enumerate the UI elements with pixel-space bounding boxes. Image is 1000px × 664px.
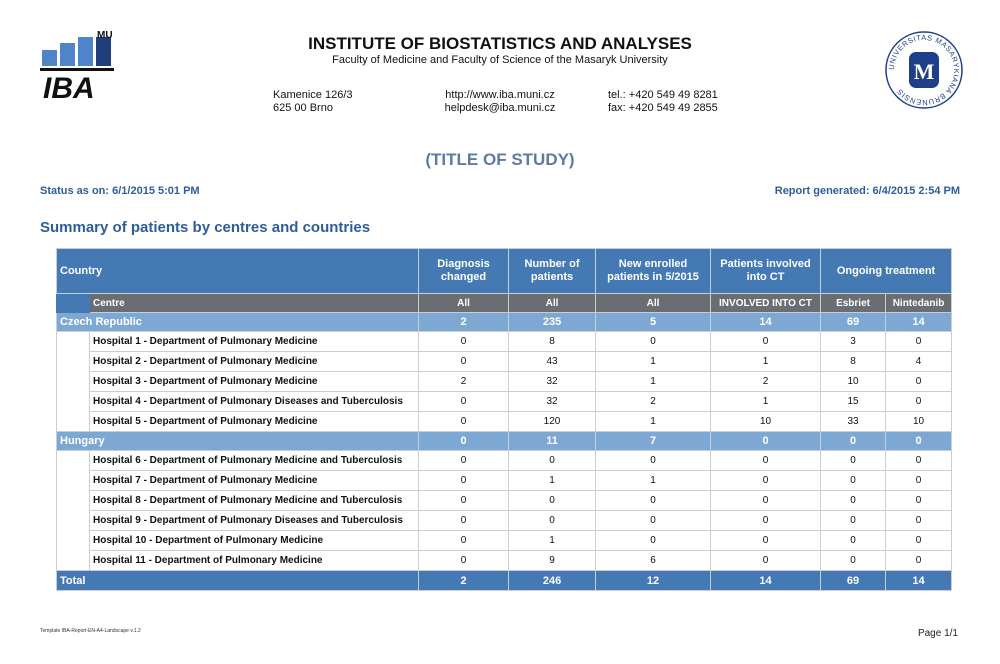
hospital-value-cell: 0 [711,491,821,511]
row-indent [57,491,90,511]
hospital-value-cell: 1 [711,392,821,412]
hospital-name: Hospital 6 - Department of Pulmonary Medicine and Tuberculosis [90,451,419,471]
country-value-cell: 0 [419,432,509,451]
hospital-value-cell: 0 [821,471,886,491]
total-row [57,571,952,591]
web-contact [430,89,570,115]
hospital-value-cell: 10 [821,372,886,392]
hospital-value-cell: 1 [596,471,711,491]
hospital-value-cell: 0 [596,491,711,511]
hospital-value-cell: 0 [886,392,952,412]
hospital-value-cell: 1 [711,352,821,372]
hospital-row [57,392,952,412]
hospital-value-cell: 2 [711,372,821,392]
col-header-country: Country [57,249,419,294]
hospital-row [57,551,952,571]
hospital-name: Hospital 11 - Department of Pulmonary Medicine [90,551,419,571]
col-header-diagnosis: Diagnosis changed [419,249,509,294]
hospital-value-cell: 1 [509,531,596,551]
hospital-value-cell: 0 [596,511,711,531]
hospital-value-cell: 0 [711,531,821,551]
hospital-row [57,412,952,432]
email-link[interactable]: helpdesk@iba.muni.cz [444,102,556,114]
hospital-row [57,352,952,372]
hospital-value-cell: 0 [886,471,952,491]
country-value-cell: 11 [509,432,596,451]
hospital-row [57,451,952,471]
hospital-value-cell: 0 [886,372,952,392]
table-header-row [57,249,952,294]
hospital-name: Hospital 10 - Department of Pulmonary Medicine [90,531,419,551]
hospital-value-cell: 0 [711,332,821,352]
row-indent [57,511,90,531]
country-value-cell: 14 [886,313,952,332]
col-header-centre: Centre [90,294,419,313]
website-link[interactable]: http://www.iba.muni.cz [445,89,555,101]
hospital-value-cell: 1 [596,372,711,392]
subheader-new: All [596,294,711,313]
hospital-value-cell: 0 [821,491,886,511]
hospital-value-cell: 0 [821,551,886,571]
country-name: Czech Republic [57,313,419,332]
row-indent [57,372,90,392]
hospital-value-cell: 0 [821,531,886,551]
hospital-value-cell: 0 [711,511,821,531]
row-indent [57,332,90,352]
hospital-value-cell: 0 [509,451,596,471]
status-date: Status as on: 6/1/2015 5:01 PM [40,185,200,197]
country-value-cell: 0 [711,432,821,451]
hospital-value-cell: 0 [419,531,509,551]
total-value-cell: 14 [711,571,821,591]
col-header-patients: Number of patients [509,249,596,294]
subheader-nintedanib: Nintedanib [886,294,952,313]
subheader-ct: INVOLVED INTO CT [711,294,821,313]
hospital-name: Hospital 9 - Department of Pulmonary Diseases and Tuberculosis [90,511,419,531]
hospital-row [57,511,952,531]
hospital-value-cell: 43 [509,352,596,372]
hospital-name: Hospital 7 - Department of Pulmonary Medicine [90,471,419,491]
hospital-value-cell: 32 [509,392,596,412]
hospital-value-cell: 9 [509,551,596,571]
row-indent [57,551,90,571]
country-value-cell: 14 [711,313,821,332]
logo-mu-text: MU [97,30,113,41]
address-city: 625 00 Brno [273,102,333,114]
col-header-ongoing: Ongoing treatment [821,249,952,294]
hospital-value-cell: 0 [419,412,509,432]
address-street: Kamenice 126/3 [273,89,353,101]
hospital-value-cell: 10 [886,412,952,432]
hospital-value-cell: 0 [711,471,821,491]
table-body [57,313,952,591]
hospital-value-cell: 0 [419,332,509,352]
phone-contact [608,89,718,115]
hospital-row [57,471,952,491]
hospital-value-cell: 0 [886,491,952,511]
hospital-value-cell: 0 [419,491,509,511]
hospital-value-cell: 0 [419,551,509,571]
row-indent [57,531,90,551]
hospital-value-cell: 0 [596,531,711,551]
country-value-cell: 0 [821,432,886,451]
row-indent [57,412,90,432]
col-header-ct: Patients involved into CT [711,249,821,294]
hospital-value-cell: 4 [886,352,952,372]
hospital-name: Hospital 5 - Department of Pulmonary Medicine [90,412,419,432]
telephone: tel.: +420 549 49 8281 [608,89,718,101]
hospital-value-cell: 15 [821,392,886,412]
hospital-value-cell: 120 [509,412,596,432]
hospital-row [57,372,952,392]
hospital-value-cell: 1 [509,471,596,491]
hospital-value-cell: 0 [886,531,952,551]
hospital-name: Hospital 4 - Department of Pulmonary Diseases and Tuberculosis [90,392,419,412]
country-value-cell: 2 [419,313,509,332]
hospital-value-cell: 1 [596,352,711,372]
hospital-value-cell: 0 [821,511,886,531]
summary-table [56,248,952,591]
country-value-cell: 69 [821,313,886,332]
hospital-name: Hospital 3 - Department of Pulmonary Medicine [90,372,419,392]
country-value-cell: 5 [596,313,711,332]
hospital-row [57,531,952,551]
row-indent [57,352,90,372]
hospital-name: Hospital 1 - Department of Pulmonary Medicine [90,332,419,352]
country-value-cell: 235 [509,313,596,332]
hospital-value-cell: 8 [509,332,596,352]
country-row [57,313,952,332]
hospital-value-cell: 0 [419,471,509,491]
hospital-value-cell: 2 [596,392,711,412]
hospital-value-cell: 10 [711,412,821,432]
hospital-value-cell: 3 [821,332,886,352]
faculty-subtitle: Faculty of Medicine and Faculty of Science of the Masaryk University [332,54,668,66]
hospital-value-cell: 0 [596,332,711,352]
row-indent [57,471,90,491]
section-title: Summary of patients by centres and countries [40,219,371,236]
hospital-row [57,491,952,511]
hospital-value-cell: 0 [886,451,952,471]
logo-iba-text: IBA [43,72,95,100]
country-value-cell: 7 [596,432,711,451]
total-value-cell: 12 [596,571,711,591]
hospital-value-cell: 0 [419,392,509,412]
row-indent [57,392,90,412]
subheader-indent [57,294,90,313]
hospital-value-cell: 0 [886,332,952,352]
hospital-value-cell: 1 [596,412,711,432]
hospital-value-cell: 0 [509,491,596,511]
hospital-value-cell: 0 [419,511,509,531]
row-indent [57,451,90,471]
institute-title: INSTITUTE OF BIOSTATISTICS AND ANALYSES [308,34,692,53]
hospital-value-cell: 2 [419,372,509,392]
col-header-new-enrolled: New enrolled patients in 5/2015 [596,249,711,294]
hospital-value-cell: 0 [509,511,596,531]
subheader-diagnosis: All [419,294,509,313]
hospital-name: Hospital 2 - Department of Pulmonary Medicine [90,352,419,372]
hospital-value-cell: 6 [596,551,711,571]
total-value-cell: 69 [821,571,886,591]
hospital-value-cell: 0 [596,451,711,471]
hospital-value-cell: 0 [711,551,821,571]
hospital-value-cell: 8 [821,352,886,372]
hospital-value-cell: 0 [886,551,952,571]
country-value-cell: 0 [886,432,952,451]
table-subheader-row [57,294,952,313]
subheader-patients: All [509,294,596,313]
hospital-value-cell: 0 [419,451,509,471]
hospital-value-cell: 0 [821,451,886,471]
postal-address [273,89,353,115]
total-value-cell: 2 [419,571,509,591]
hospital-row [57,332,952,352]
hospital-value-cell: 0 [419,352,509,372]
total-value-cell: 14 [886,571,952,591]
page-number: Page 1/1 [917,628,958,639]
fax: fax: +420 549 49 2855 [608,102,718,114]
hospital-name: Hospital 8 - Department of Pulmonary Medicine and Tuberculosis [90,491,419,511]
hospital-value-cell: 0 [886,511,952,531]
study-title: (TITLE OF STUDY) [425,150,575,169]
seal-text: UNIVERSITAS MASARYKIANA BRUNENSIS [886,32,962,108]
total-value-cell: 246 [509,571,596,591]
country-row [57,432,952,451]
subheader-esbriet: Esbriet [821,294,886,313]
university-seal [884,30,964,110]
hospital-value-cell: 32 [509,372,596,392]
country-name: Hungary [57,432,419,451]
hospital-value-cell: 0 [711,451,821,471]
total-label: Total [57,571,419,591]
template-note: Template IBA-Report-EN-A4-Landscape v.1.2 [40,628,141,634]
seal-monogram: M [913,59,935,84]
hospital-value-cell: 33 [821,412,886,432]
report-generated-date: Report generated: 6/4/2015 2:54 PM [774,185,960,197]
